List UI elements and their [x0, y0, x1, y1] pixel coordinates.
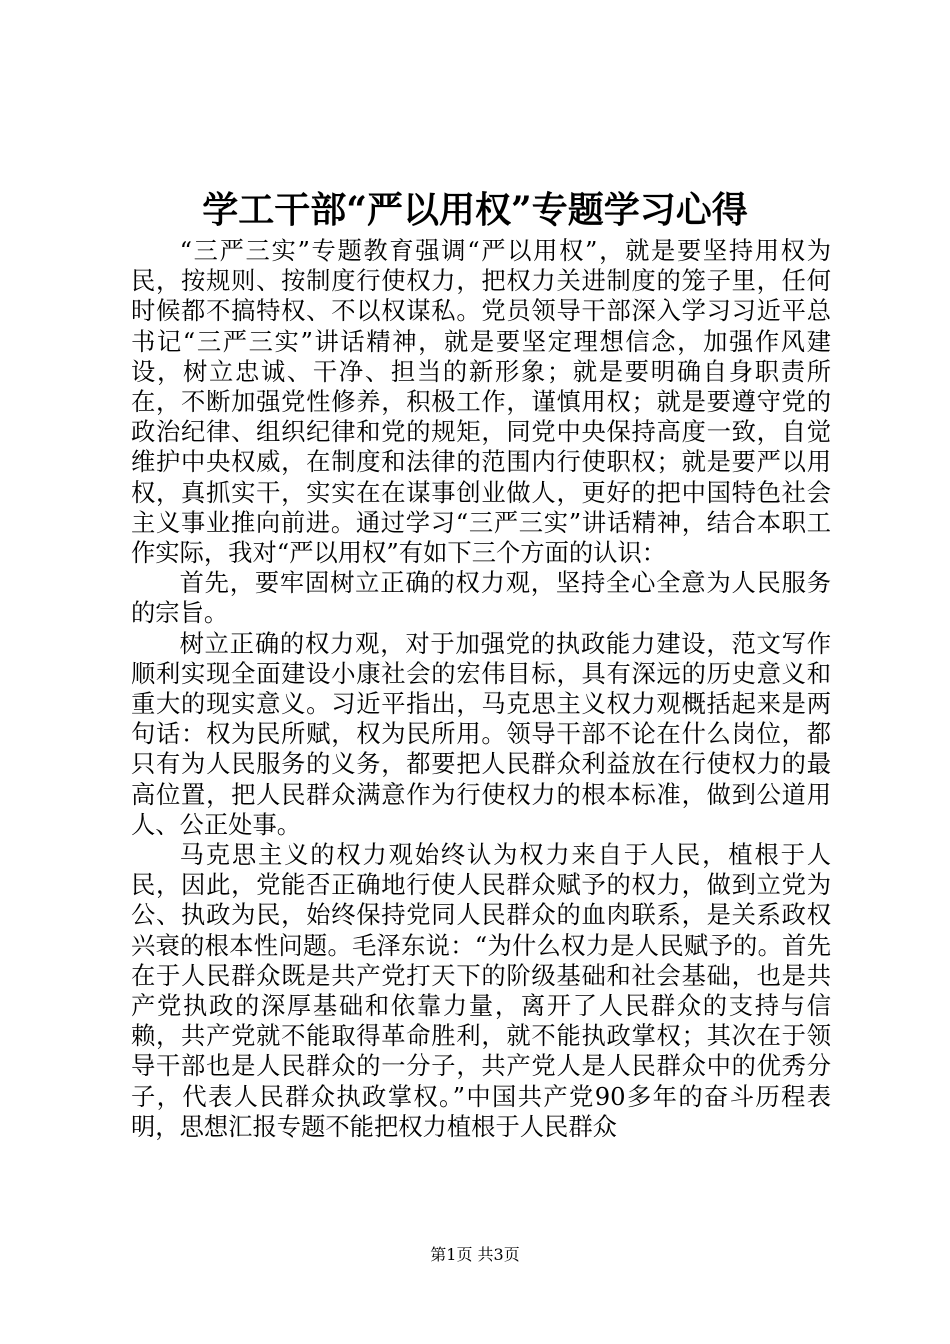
page-number-footer: 第1页 共3页 — [430, 1245, 520, 1264]
paragraph-1: “三严三实”专题教育强调“严以用权”，就是要坚持用权为民，按规则、按制度行使权力，把权力关进制度的笼子里，任何时候都不搞特权、不以权谋私。党员领导干部深入学习习近平总书记“三严三实”讲话精神，就是要坚定理想信念，加强作风建设，树立忠诚、干净、担当的新形象；就是要明确自身职责所在，不断加强党性修养，积极工作，谨慎用权；就是要遵守党的政治纪律、组织纪律和党的规矩，同党中央保持高度一致，自觉维护中央权威，在制度和法律的范围内行使职权；就是要严以用权，真抓实干，实实在在谋事创业做人，更好的把中国特色社会主义事业推向前进。通过学习“三严三实”讲话精神，结合本职工作实际，我对“严以用权”有如下三个方面的认识： — [131, 236, 831, 568]
document-body — [131, 236, 831, 1142]
paragraph-3: 树立正确的权力观，对于加强党的执政能力建设，范文写作顺利实现全面建设小康社会的宏伟目标，具有深远的历史意义和重大的现实意义。习近平指出，马克思主义权力观概括起来是两句话：权为民所赋，权为民所用。领导干部不论在什么岗位，都只有为人民服务的义务，都要把人民群众利益放在行使权力的最高位置，把人民群众满意作为行使权力的根本标准，做到公道用人、公正处事。 — [131, 628, 831, 839]
document-title: 学工干部“严以用权”专题学习心得 — [202, 189, 748, 231]
paragraph-2: 首先，要牢固树立正确的权力观，坚持全心全意为人民服务的宗旨。 — [131, 568, 831, 628]
paragraph-4: 马克思主义的权力观始终认为权力来自于人民，植根于人民，因此，党能否正确地行使人民群众赋予的权力，做到立党为公、执政为民，始终保持党同人民群众的血肉联系，是关系政权兴衰的根本性问题。毛泽东说：“为什么权力是人民赋予的。首先在于人民群众既是共产党打天下的阶级基础和社会基础，也是共产党执政的深厚基础和依靠力量，离开了人民群众的支持与信赖，共产党就不能取得革命胜利，就不能执政掌权；其次在于领导干部也是人民群众的一分子，共产党人是人民群众中的优秀分子，代表人民群众执政掌权。”中国共产党90多年的奋斗历程表明，思想汇报专题不能把权力植根于人民群众 — [131, 840, 831, 1141]
